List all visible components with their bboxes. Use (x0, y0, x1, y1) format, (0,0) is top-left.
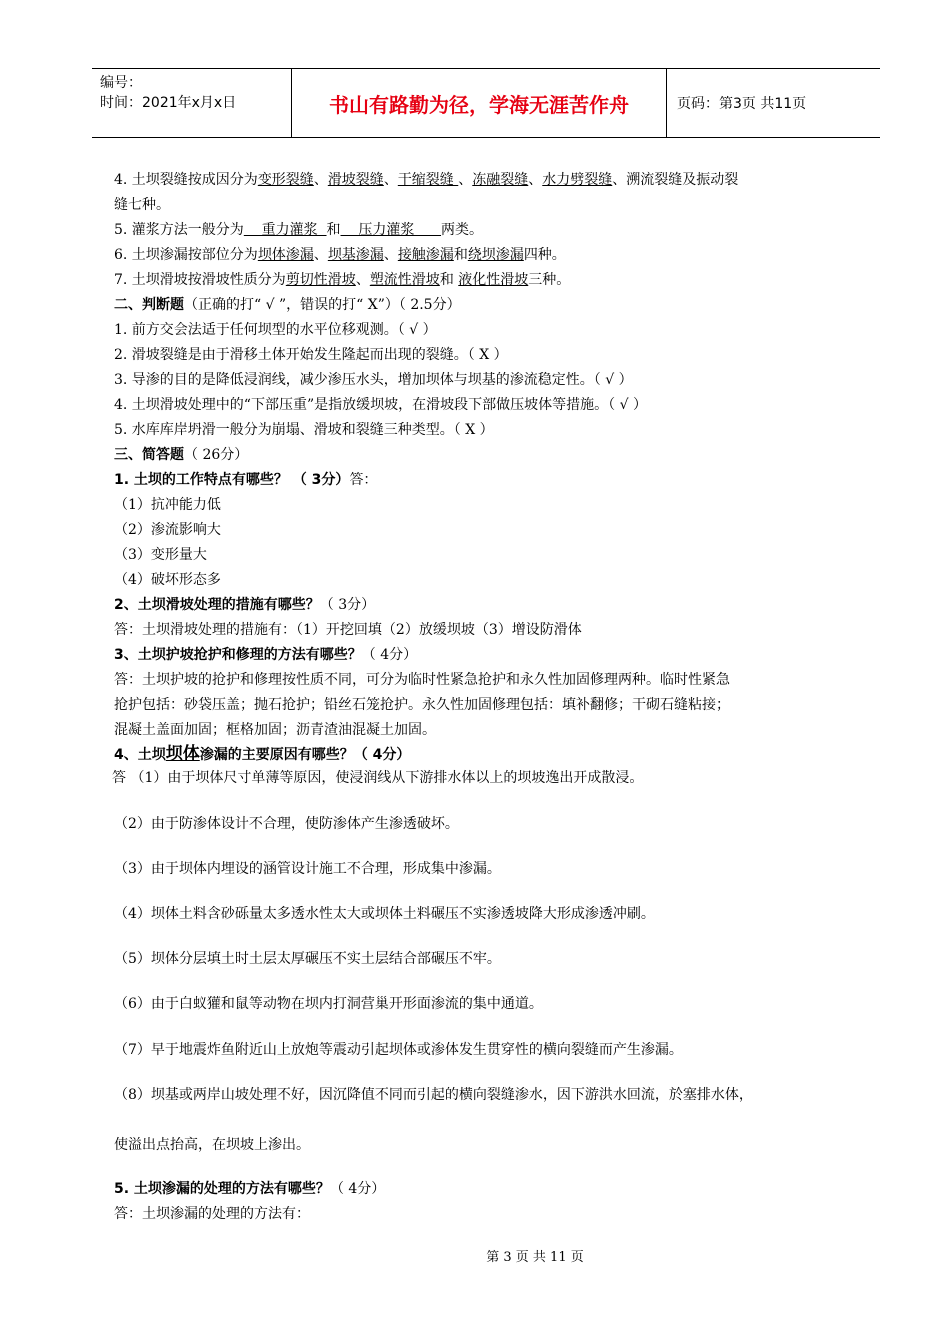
short-q5-answer: 答：土坝渗漏的处理的方法有： (114, 1206, 310, 1222)
short-q4-line: （2）由于防渗体设计不合理，使防渗体产生渗透破坏。 (114, 816, 459, 832)
short-q4-line: 使溢出点抬高，在坝坡上渗出。 (114, 1137, 310, 1153)
time-label: 时间：2021年x月x日 (100, 95, 237, 111)
fill-q4-cont: 缝七种。 (114, 197, 170, 213)
short-q1-item: （4）破坏形态多 (114, 572, 221, 588)
judge-heading: 二、判断题（正确的打“ √ ”，错误的打“ X”）（ 2.5分） (114, 297, 461, 313)
short-q4-line: （4）坝体土料含砂砾量太多透水性太大或坝体土料碾压不实渗透坡降大形成渗透冲刷。 (114, 906, 655, 922)
page-footer: 第 3 页 共 11 页 (486, 1250, 584, 1265)
page-header (92, 68, 880, 138)
short-q4-line: （3）由于坝体内埋设的涵管设计施工不合理，形成集中渗漏。 (114, 861, 501, 877)
judge-item: 5. 水库库岸坍滑一般分为崩塌、滑坡和裂缝三种类型。（ X ） (114, 422, 494, 438)
short-q1-item: （1）抗冲能力低 (114, 497, 221, 513)
short-q4-line: （7）早于地震炸鱼附近山上放炮等震动引起坝体或渗体发生贯穿性的横向裂缝而产生渗漏。 (114, 1042, 683, 1058)
header-motto: 书山有路勤为径，学海无涯苦作舟 (292, 69, 667, 137)
short-q1-item: （2）渗流影响大 (114, 522, 221, 538)
short-q4-title: 4、土坝坝体渗漏的主要原因有哪些？（ 4分） (114, 744, 411, 764)
short-q1-title: 1. 土坝的工作特点有哪些？ （ 3分）答： (114, 472, 378, 488)
judge-item: 4. 土坝滑坡处理中的“下部压重”是指放缓坝坡，在滑坡段下部做压坡体等措施。（ √ ） (114, 397, 647, 413)
header-page-info: 页码：第3页 共11页 (677, 96, 807, 112)
short-q4-line: 答 （1）由于坝体尺寸单薄等原因，使浸润线从下游排水体以上的坝坡逸出开成散浸。 (112, 770, 644, 786)
short-q3-title: 3、土坝护坡抢护和修理的方法有哪些？（ 4分） (114, 647, 418, 663)
serial-label: 编号： (100, 75, 142, 91)
judge-item: 2. 滑坡裂缝是由于滑移土体开始发生隆起而出现的裂缝。（ X ） (114, 347, 508, 363)
short-q1-item: （3）变形量大 (114, 547, 207, 563)
judge-item: 3. 导渗的目的是降低浸润线，减少渗压水头，增加坝体与坝基的渗流稳定性。（ √ ） (114, 372, 633, 388)
fill-q6: 6. 土坝渗漏按部位分为坝体渗漏、坝基渗漏、接触渗漏和绕坝渗漏四种。 (114, 247, 566, 263)
short-heading: 三、简答题（ 26分） (114, 447, 249, 463)
short-q2-title: 2、土坝滑坡处理的措施有哪些？（ 3分） (114, 597, 376, 613)
short-q3-line: 混凝土盖面加固；框格加固；沥青渣油混凝土加固。 (114, 722, 436, 738)
header-meta (92, 69, 292, 137)
judge-item: 1. 前方交会法适于任何坝型的水平位移观测。（ √ ） (114, 322, 437, 338)
short-q3-line: 抢护包括：砂袋压盖；抛石抢护；铅丝石笼抢护。永久性加固修理包括：填补翻修；干砌石缝粘接； (114, 697, 730, 713)
fill-q4: 4. 土坝裂缝按成因分为变形裂缝、滑坡裂缝、干缩裂缝 、冻融裂缝、水力劈裂缝、溯流裂缝及振动裂 (114, 172, 739, 188)
short-q4-line: （8）坝基或两岸山坡处理不好，因沉降值不同而引起的横向裂缝渗水，因下游洪水回流，於塞排水体， (114, 1087, 753, 1103)
short-q4-line: （5）坝体分层填土时土层太厚碾压不实土层结合部碾压不牢。 (114, 951, 501, 967)
short-q3-line: 答：土坝护坡的抢护和修理按性质不同，可分为临时性紧急抢护和永久性加固修理两种。临时性紧急 (114, 672, 730, 688)
short-q5-title: 5. 土坝渗漏的处理的方法有哪些？（ 4分） (114, 1181, 386, 1197)
fill-q7: 7. 土坝滑坡按滑坡性质分为剪切性滑坡、塑流性滑坡和 液化性滑坡三种。 (114, 272, 571, 288)
fill-q5: 5. 灌浆方法一般分为 重力灌浆 和 压力灌浆 两类。 (114, 222, 484, 238)
short-q2-answer: 答：土坝滑坡处理的措施有：（1）开挖回填（2）放缓坝坡（3）增设防滑体 (114, 622, 582, 638)
short-q4-line: （6）由于白蚁獾和鼠等动物在坝内打洞营巢开形面渗流的集中通道。 (114, 996, 543, 1012)
